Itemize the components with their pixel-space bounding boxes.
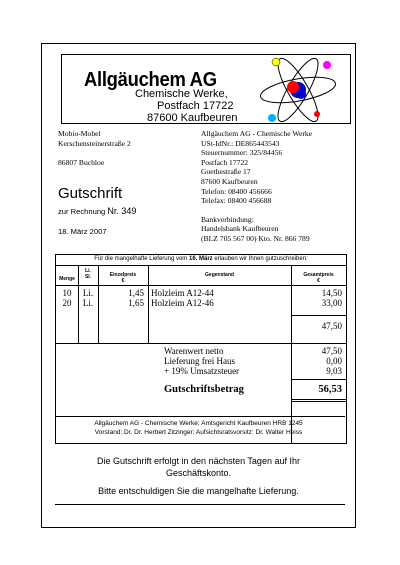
document-title: Gutschrift [58,185,123,202]
company-name: Allgäuchem AG [84,69,217,91]
row-2-einzelpreis: 1,65 [128,298,144,308]
atom-logo-icon [257,50,339,130]
footer-line-1: Allgäuchem AG - Chemische Werke; Amtsgericht Kaufbeuren HRB 1245 [94,420,303,427]
sender-line-5: Goethestraße 17 [201,167,251,177]
sender-info [201,129,312,244]
recipient-line-2: Kerschensteinerstraße 2 [58,138,131,148]
row-2-menge: 20 [62,298,72,308]
row-1-gesamtpreis: 14,50 [321,288,342,298]
company-line-2: Postfach 17722 [157,100,234,112]
company-line-3: 87600 Kaufbeuren [147,112,238,124]
total-label: Gutschriftsbetrag [164,384,244,395]
summary-vat-value: 9,03 [326,366,342,376]
sender-line-6: 87600 Kaufbeuren [201,176,258,186]
sender-line-7: Telefon: 08400 456666 [201,186,272,196]
bank-details: (BLZ 705 567 00) Kto. Nr. 866 789 [201,233,310,243]
company-line-1: Chemische Werke, [135,88,228,100]
footer-line-2: Vorstand: Dr. Dr. Herbert Zitzinger; Aufsichtsratsvorsitz: Dr. Walter Heiss [94,429,303,436]
bank-name: Handelsbank Kaufbeuren [201,224,279,234]
caption-date: 16. März [188,256,213,262]
header-lisl-2: Sl. [84,274,92,280]
header-lisl-1: Li. [85,268,91,274]
header-gegenstand: Gegenstand [205,272,234,278]
subtitle-prefix: zur Rechnung [58,207,108,216]
total-value: 56,53 [318,384,342,395]
sender-line-4: Postfach 17722 [201,157,249,167]
row-1-gegenstand: Holzleim A12-44 [151,288,214,298]
credit-note-page [41,43,356,528]
header-gesamtpreis: Gesamtpreis [303,272,334,278]
row-1-einzelpreis: 1,45 [128,288,144,298]
row-1-menge: 10 [62,288,72,298]
row-2-gegenstand: Holzleim A12-46 [151,298,214,308]
notice-line-2: Geschäftskonto. [165,468,232,478]
sender-line-8: Telefax: 08400 456688 [201,196,272,206]
invoice-number: Nr. 349 [107,206,137,216]
recipient-line-1: Mobio-Mobel [58,129,101,138]
subtotal-value: 47,50 [321,321,342,331]
recipient-address [58,129,131,168]
sender-line-3: Steuernummer: 325/84456 [201,148,283,158]
summary-delivery-value: 0,00 [326,356,342,366]
header-einzelpreis: Einzelpreis [109,272,137,278]
bank-label: Bankverbindung: [201,214,254,224]
row-2-gesamtpreis: 33,00 [321,298,342,308]
header-einzelpreis-unit: € [121,278,125,284]
caption-prefix: Für die mangelhafte Lieferung vom [94,256,189,262]
notice-line-1: Die Gutschrift erfolgt in den nächsten Tagen auf Ihr [97,456,300,466]
summary-vat-label: + 19% Umsatzsteuer [164,366,240,376]
header-gesamtpreis-unit: € [317,278,320,284]
header-menge: Menge [59,276,75,282]
summary-net-label: Warenwert netto [164,346,224,356]
caption-suffix: erlauben wir Ihnen gutzuschreiben: [212,256,308,262]
sender-line-2: USt-IdNr.: DE865443543 [201,138,280,148]
table-caption [56,256,346,262]
notice-line-3: Bitte entschuldigen Sie die mangelhafte Lieferung. [98,486,299,496]
row-1-unit: Li. [82,288,94,298]
recipient-line-3: 86807 Buchloe [58,158,105,168]
sender-line-1: Allgäuchem AG - Chemische Werke [201,129,313,138]
document-date: 18. März 2007 [58,227,107,236]
summary-net-value: 47,50 [321,346,342,356]
document-subtitle [58,206,136,216]
row-2-unit: Li. [82,298,94,308]
summary-delivery-label: Lieferung frei Haus [164,356,235,366]
